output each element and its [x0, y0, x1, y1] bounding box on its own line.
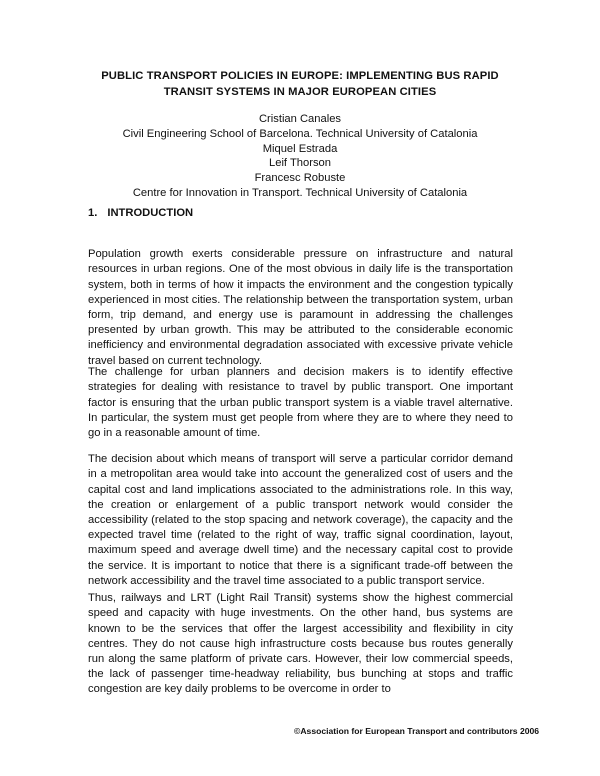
- paper-title: PUBLIC TRANSPORT POLICIES IN EUROPE: IMPLEMENTING BUS RAPID TRANSIT SYSTEMS IN MAJOR EUROPEAN CITIES: [101, 70, 499, 98]
- section-number: 1.: [88, 207, 98, 219]
- author-affiliation: Civil Engineering School of Barcelona. Technical University of Catalonia: [122, 127, 478, 140]
- author-name: Francesc Robuste: [254, 172, 346, 185]
- paragraph-2: The challenge for urban planners and decision makers is to identify effective strategies for dealing with resistance to travel by public transport. One important factor is ensuring that the urban public transport system is a viable travel alternative. In particular, the system must get people from where they are to where they need to go in a reasonable amount of time.: [88, 366, 513, 439]
- author-affiliation: Centre for Innovation in Transport. Technical University of Catalonia: [132, 186, 468, 199]
- author-name: Miquel Estrada: [262, 142, 338, 155]
- copyright-footer: ©Association for European Transport and contributors 2006: [294, 726, 540, 736]
- paragraph-3: The decision about which means of transport will serve a particular corridor demand in a metropolitan area would take into account the generalized cost of users and the capital cost and land implications associated to the administrations role. In this way, the creation or enlargement of a public transport network would consider the accessibility (related to the stop spacing and network coverage), the capacity and the expected travel time (related to the right of way, traffic signal coordination, layout, maximum speed and average dwell time) and the necessary capital cost to provide the service. It is important to notice that there is a significant trade-off between the network accessibility and the travel time associated to a public transport service.: [88, 453, 513, 587]
- paragraph-1: Population growth exerts considerable pressure on infrastructure and natural resources in urban regions. One of the most obvious in daily life is the transportation system, both in terms of how it impacts the environment and the congestion typically experienced in most cities. The relationship between the transportation system, urban form, trip demand, and energy use is paramount in addressing the challenges presented by urban growth. This may be attributed to the considerable economic inefficiency and environmental degradation associated with excessive private vehicle travel based on current technology.: [88, 248, 513, 367]
- section-heading: [88, 206, 193, 220]
- section-title: INTRODUCTION: [107, 207, 194, 219]
- author-name: Leif Thorson: [269, 157, 331, 170]
- paragraph-4: Thus, railways and LRT (Light Rail Transit) systems show the highest commercial speed and capacity with huge investments. On the other hand, bus systems are known to be the services that offer the largest accessibility and flexibility in city centres. They do not cause high infrastructure costs because bus routes generally run along the same platform of private cars. However, their low commercial speeds, the lack of passenger time-headway reliability, bus bunching at stops and traffic congestion are key daily problems to be overcome in order to: [88, 592, 513, 696]
- author-block: [60, 112, 540, 201]
- author-name: Cristian Canales: [258, 113, 342, 125]
